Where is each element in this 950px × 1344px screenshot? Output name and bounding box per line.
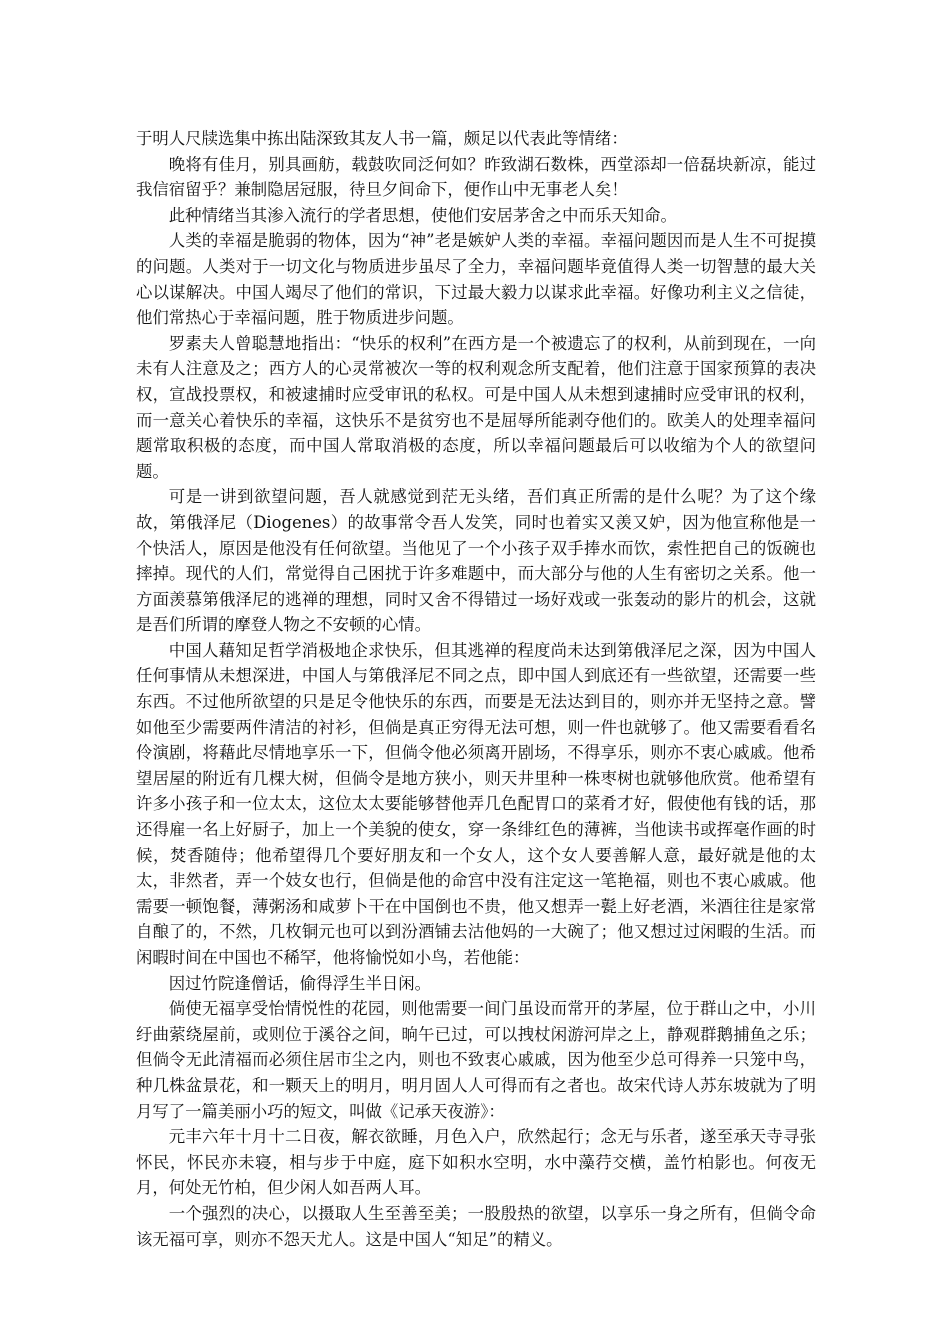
paragraph: 于明人尺牍选集中拣出陆深致其友人书一篇，颇足以代表此等情绪： xyxy=(136,129,628,148)
document-body xyxy=(136,126,816,1252)
quoted-letter: 晚将有佳月，别具画舫，载鼓吹同泛何如？昨致湖石数株，西堂添却一倍磊块新凉，能过我信宿留乎？兼制隐居冠服，待旦夕间命下，便作山中无事老人矣！ xyxy=(136,154,816,200)
paragraph: 人类的幸福是脆弱的物体，因为“神”老是嫉妒人类的幸福。幸福问题因而是人生不可捉摸的问题。人类对于一切文化与物质进步虽尽了全力，幸福问题毕竟值得人类一切智慧的最大关心以谋解决。中国人竭尽了他们的常识，下过最大毅力以谋求此幸福。好像功利主义之信徒，他们常热心于幸福问题，胜于物质进步问题。 xyxy=(136,231,816,328)
paragraph: 中国人藉知足哲学消极地企求快乐，但其逃禅的程度尚未达到第俄泽尼之深，因为中国人任何事情从未想深进，中国人与第俄泽尼不同之点，即中国人到底还有一些欲望，还需要一些东西。不过他所欲望的只是足令他快乐的东西，而要是无法达到目的，则亦并无坚持之意。譬如他至少需要两件清洁的衬衫，但倘是真正穷得无法可想，则一件也就够了。他又需要看看名伶演剧，将藉此尽情地享乐一下，但倘令他必须离开剧场，不得享乐，则亦不衷心戚戚。他希望居屋的附近有几棵大树，但倘令是地方狭小，则天井里种一株枣树也就够他欣赏。他希望有许多小孩子和一位太太，这位太太要能够替他弄几色配胃口的菜肴才好，假使他有钱的话，那还得雇一名上好厨子，加上一个美貌的使女，穿一条绯红色的薄裤，当他读书或挥毫作画的时候，焚香随侍；他希望得几个要好朋友和一个女人，这个女人要善解人意，最好就是他的太太，非然者，弄一个妓女也行，但倘是他的命宫中没有注定这一笔艳福，则也不衷心戚戚。他需要一顿饱餐，薄粥汤和咸萝卜干在中国倒也不贵，他又想弄一甏上好老酒，米酒往往是家常自酿了的，不然，几枚铜元也可以到汾酒铺去沽他妈的一大碗了；他又想过过闲暇的生活。而闲暇时间在中国也不稀罕，他将愉悦如小鸟，若他能： xyxy=(136,640,816,967)
paragraph: 此种情绪当其渗入流行的学者思想，使他们安居茅舍之中而乐天知命。 xyxy=(168,205,677,225)
paragraph: 可是一讲到欲望问题，吾人就感觉到茫无头绪，吾们真正所需的是什么呢？为了这个缘故，第俄泽尼（Diogenes）的故事常令吾人发笑，同时也着实又羡又妒，因为他宣称他是一个快活人，原因是他没有任何欲望。当他见了一个小孩子双手捧水而饮，索性把自己的饭碗也摔掉。现代的人们，常觉得自己困扰于许多难题中，而大部分与他的人生有密切之关系。他一方面羡慕第俄泽尼的逃禅的理想，同时又舍不得错过一场好戏或一张轰动的影片的机会，这就是吾们所谓的摩登人物之不安顿的心情。 xyxy=(136,487,816,635)
paragraph: 一个强烈的决心，以摄取人生至善至美；一股殷热的欲望，以享乐一身之所有，但倘令命该无福可享，则亦不怨天尤人。这是中国人“知足”的精义。 xyxy=(136,1203,816,1249)
quoted-verse: 因过竹院逢僧话，偷得浮生半日闲。 xyxy=(168,973,432,993)
paragraph: 罗素夫人曾聪慧地指出：“快乐的权利”在西方是一个被遗忘了的权利，从前到现在，一向未有人注意及之；西方人的心灵常被次一等的权利观念所支配着，他们注意于国家预算的表决权，宣战投票权，和被逮捕时应受审讯的私权。可是中国人从未想到逮捕时应受审讯的权利，而一意关心着快乐的幸福，这快乐不是贫穷也不是屈辱所能剥夺他们的。欧美人的处理幸福问题常取积极的态度，而中国人常取消极的态度，所以幸福问题最后可以收缩为个人的欲望问题。 xyxy=(136,333,816,481)
quoted-essay: 元丰六年十月十二日夜，解衣欲睡，月色入户，欣然起行；念无与乐者，遂至承天寺寻张怀民，怀民亦未寝，相与步于中庭，庭下如积水空明，水中藻荇交横，盖竹柏影也。何夜无月，何处无竹柏，但少闲人如吾两人耳。 xyxy=(136,1127,816,1198)
paragraph: 倘使无福享受怡情悦性的花园，则他需要一间门虽设而常开的茅屋，位于群山之中，小川纡曲萦绕屋前，或则位于溪谷之间，晌午已过，可以拽杖闲游河岸之上，静观群鹅捕鱼之乐；但倘令无此清福而必须住居市尘之内，则也不致衷心戚戚，因为他至少总可得养一只笼中鸟，种几株盆景花，和一颗天上的明月，明月固人人可得而有之者也。故宋代诗人苏东坡就为了明月写了一篇美丽小巧的短文，叫做《记承天夜游》： xyxy=(136,999,816,1121)
